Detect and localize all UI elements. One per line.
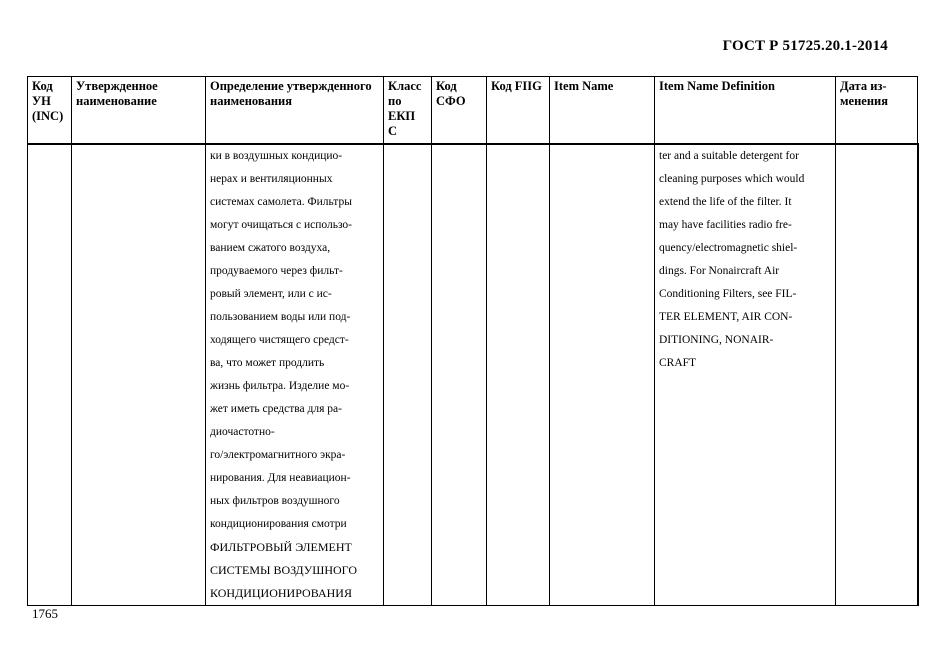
- text-line: жет иметь средства для ра-: [210, 403, 342, 415]
- document-code: ГОСТ Р 51725.20.1-2014: [722, 38, 888, 54]
- cell-sfo: [432, 144, 487, 606]
- text-line: жизнь фильтра. Изделие мо-: [210, 380, 350, 392]
- cell-class: [384, 144, 432, 606]
- text-line: CRAFT: [659, 357, 697, 369]
- text-line: го/электромагнитного экра-: [210, 449, 346, 461]
- definition-en-text: [659, 145, 831, 375]
- definition-ru-text: [210, 145, 379, 605]
- text-line: ки в воздушных кондицио-: [210, 150, 343, 162]
- text-line: продуваемого через фильт-: [210, 265, 343, 277]
- page-number: 1765: [32, 606, 58, 621]
- text-line: ter and a suitable detergent for: [659, 150, 799, 162]
- table-header-row: [28, 77, 918, 145]
- text-line: нирования. Для неавиацион-: [210, 472, 351, 484]
- col-header-inc: Код УН (INC): [28, 77, 72, 145]
- text-line: КОНДИЦИОНИРОВАНИЯ: [210, 586, 352, 600]
- text-line: системах самолета. Фильтры: [210, 196, 352, 208]
- text-line: диочастотно-: [210, 426, 275, 438]
- text-line: ва, что может продлить: [210, 357, 325, 369]
- col-header-item-name: Item Name: [550, 77, 655, 145]
- col-header-definition-ru: Определение утвержденного наименования: [206, 77, 384, 145]
- text-line: ровый элемент, или с ис-: [210, 288, 332, 300]
- text-line: TER ELEMENT, AIR CON-: [659, 311, 793, 323]
- cell-change-date: [836, 144, 918, 606]
- text-line: cleaning purposes which would: [659, 173, 805, 185]
- text-line: quency/electromagnetic shiel-: [659, 242, 798, 254]
- cell-item-name: [550, 144, 655, 606]
- text-line: нерах и вентиляционных: [210, 173, 333, 185]
- cell-definition-ru: [206, 144, 384, 606]
- col-header-change-date: Дата из-менения: [836, 77, 918, 145]
- cell-item-name-definition: [655, 144, 836, 606]
- cell-fiig: [487, 144, 550, 606]
- text-line: кондиционирования смотри: [210, 518, 347, 530]
- text-line: dings. For Nonaircraft Air: [659, 265, 780, 277]
- text-line: DITIONING, NONAIR-: [659, 334, 774, 346]
- text-line: ных фильтров воздушного: [210, 495, 340, 507]
- text-line: СИСТЕМЫ ВОЗДУШНОГО: [210, 563, 357, 577]
- text-line: пользованием воды или под-: [210, 311, 351, 323]
- cell-inc: [28, 144, 72, 606]
- col-header-item-name-definition: Item Name Definition: [655, 77, 836, 145]
- cell-approved-name: [72, 144, 206, 606]
- text-line: Conditioning Filters, see FIL-: [659, 288, 797, 300]
- text-line: ходящего чистящего средст-: [210, 334, 349, 346]
- text-line: extend the life of the filter. It: [659, 196, 792, 208]
- text-line: могут очищаться с использо-: [210, 219, 353, 231]
- col-header-sfo: Код СФО: [432, 77, 487, 145]
- col-header-approved-name: Утвержденное наименование: [72, 77, 206, 145]
- text-line: ФИЛЬТРОВЫЙ ЭЛЕМЕНТ: [210, 540, 352, 554]
- text-line: may have facilities radio fre-: [659, 219, 792, 231]
- text-line: ванием сжатого воздуха,: [210, 242, 331, 254]
- col-header-fiig: Код FIIG: [487, 77, 550, 145]
- catalog-table: [27, 76, 919, 606]
- table-row: [28, 144, 918, 606]
- col-header-class: Класс по ЕКП С: [384, 77, 432, 145]
